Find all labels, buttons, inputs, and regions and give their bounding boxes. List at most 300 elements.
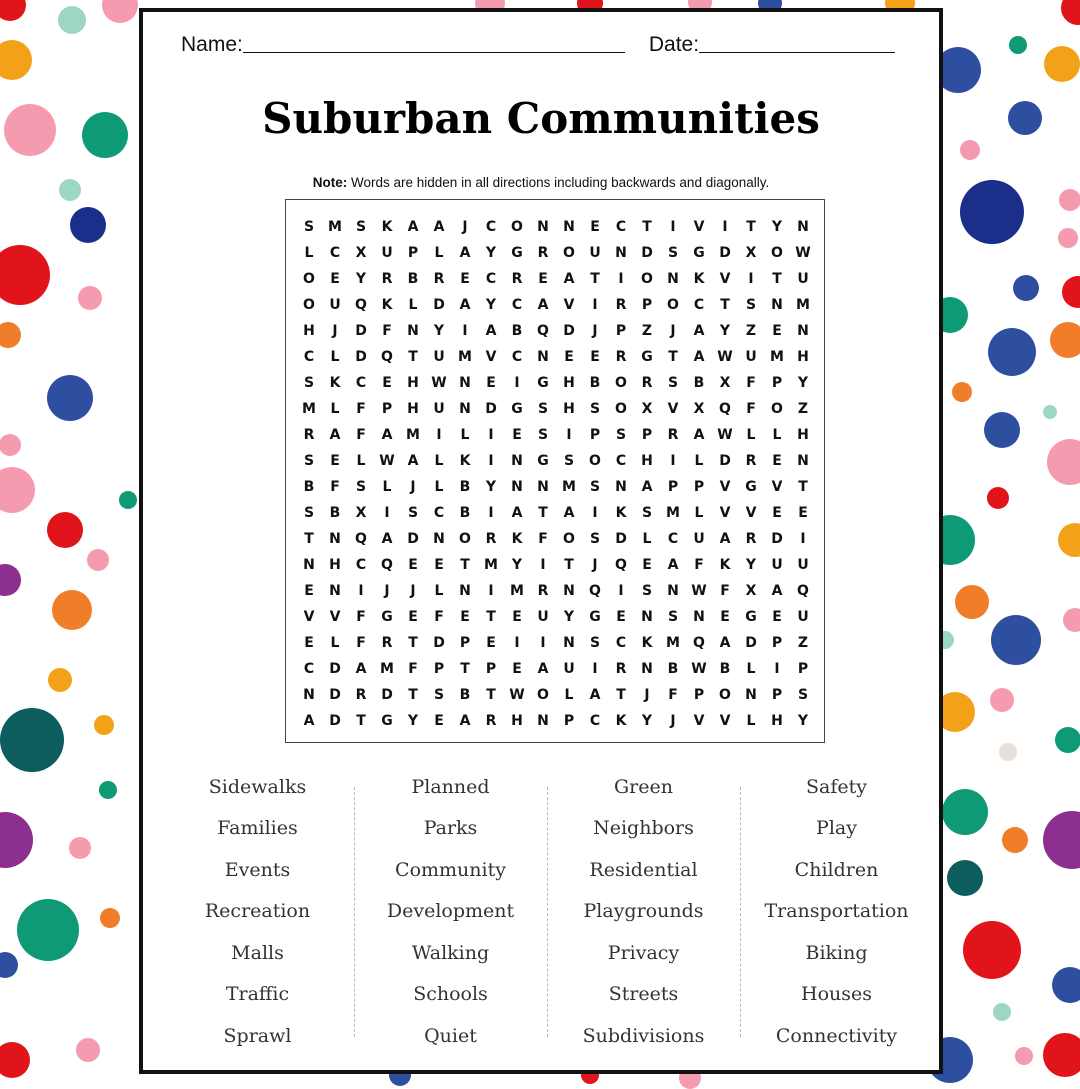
grid-letter[interactable]: G	[745, 609, 757, 625]
grid-letter[interactable]: Y	[485, 245, 497, 261]
grid-letter[interactable]: T	[668, 349, 678, 365]
grid-letter[interactable]: Y	[745, 557, 757, 573]
grid-letter[interactable]: A	[459, 297, 471, 313]
grid-letter[interactable]: L	[746, 713, 756, 729]
grid-letter[interactable]: E	[434, 713, 444, 729]
grid-letter[interactable]: N	[303, 557, 315, 573]
grid-letter[interactable]: C	[355, 557, 367, 573]
grid-letter[interactable]: L	[460, 427, 470, 443]
grid-letter[interactable]: Q	[381, 557, 393, 573]
grid-letter[interactable]: N	[667, 583, 679, 599]
grid-letter[interactable]: G	[537, 375, 549, 391]
grid-letter[interactable]: O	[563, 531, 575, 547]
grid-letter[interactable]: C	[303, 349, 315, 365]
grid-letter[interactable]: N	[693, 609, 705, 625]
grid-letter[interactable]: I	[514, 375, 520, 391]
grid-letter[interactable]: T	[772, 271, 782, 287]
grid-letter[interactable]: Q	[381, 349, 393, 365]
grid-letter[interactable]: B	[667, 661, 679, 677]
grid-letter[interactable]: R	[433, 271, 445, 287]
grid-letter[interactable]: F	[746, 401, 756, 417]
grid-letter[interactable]: N	[537, 219, 549, 235]
grid-letter[interactable]: C	[485, 219, 497, 235]
grid-letter[interactable]: S	[589, 479, 601, 495]
grid-letter[interactable]: Q	[355, 531, 367, 547]
grid-letter[interactable]: Q	[693, 635, 705, 651]
grid-letter[interactable]: E	[616, 609, 626, 625]
grid-letter[interactable]: Y	[355, 271, 367, 287]
grid-letter[interactable]: W	[717, 349, 733, 365]
grid-letter[interactable]: I	[566, 427, 572, 443]
grid-letter[interactable]: J	[384, 583, 390, 599]
grid-letter[interactable]: Y	[563, 609, 575, 625]
grid-letter[interactable]: S	[563, 453, 575, 469]
grid-letter[interactable]: M	[380, 661, 394, 677]
grid-letter[interactable]: X	[719, 375, 731, 391]
grid-letter[interactable]: A	[433, 219, 445, 235]
grid-letter[interactable]: C	[511, 297, 523, 313]
grid-letter[interactable]: I	[488, 427, 494, 443]
grid-letter[interactable]: E	[564, 349, 574, 365]
grid-letter[interactable]: N	[433, 531, 445, 547]
grid-letter[interactable]: S	[537, 427, 549, 443]
grid-letter[interactable]: R	[745, 453, 757, 469]
grid-letter[interactable]: E	[720, 609, 730, 625]
grid-letter[interactable]: A	[719, 635, 731, 651]
grid-letter[interactable]: B	[459, 687, 471, 703]
grid-letter[interactable]: A	[459, 245, 471, 261]
grid-letter[interactable]: L	[356, 453, 366, 469]
grid-letter[interactable]: G	[537, 453, 549, 469]
grid-letter[interactable]: L	[408, 297, 418, 313]
grid-letter[interactable]: G	[381, 609, 393, 625]
grid-letter[interactable]: N	[615, 245, 627, 261]
grid-letter[interactable]: E	[330, 271, 340, 287]
grid-letter[interactable]: D	[745, 635, 757, 651]
grid-letter[interactable]: O	[771, 245, 783, 261]
grid-letter[interactable]: W	[431, 375, 447, 391]
grid-letter[interactable]: K	[719, 557, 731, 573]
grid-letter[interactable]: G	[693, 245, 705, 261]
grid-letter[interactable]: W	[379, 453, 395, 469]
grid-letter[interactable]: H	[563, 375, 575, 391]
grid-letter[interactable]: F	[746, 375, 756, 391]
grid-letter[interactable]: T	[408, 635, 418, 651]
grid-letter[interactable]: F	[694, 557, 704, 573]
grid-letter[interactable]: M	[458, 349, 472, 365]
grid-letter[interactable]: M	[328, 219, 342, 235]
grid-letter[interactable]: G	[641, 349, 653, 365]
grid-letter[interactable]: V	[719, 505, 731, 521]
grid-letter[interactable]: F	[356, 609, 366, 625]
grid-letter[interactable]: R	[537, 583, 549, 599]
grid-letter[interactable]: U	[797, 609, 809, 625]
grid-letter[interactable]: L	[746, 661, 756, 677]
grid-letter[interactable]: S	[303, 453, 315, 469]
grid-letter[interactable]: E	[590, 219, 600, 235]
grid-letter[interactable]: R	[485, 531, 497, 547]
grid-letter[interactable]: T	[616, 687, 626, 703]
grid-letter[interactable]: T	[486, 687, 496, 703]
grid-letter[interactable]: V	[563, 297, 575, 313]
grid-letter[interactable]: L	[434, 479, 444, 495]
grid-letter[interactable]: S	[615, 427, 627, 443]
grid-letter[interactable]: U	[433, 401, 445, 417]
grid-letter[interactable]: N	[615, 479, 627, 495]
grid-letter[interactable]: A	[563, 271, 575, 287]
grid-letter[interactable]: N	[745, 687, 757, 703]
grid-letter[interactable]: J	[410, 583, 416, 599]
grid-letter[interactable]: I	[488, 453, 494, 469]
grid-letter[interactable]: N	[303, 687, 315, 703]
grid-letter[interactable]: P	[589, 427, 601, 443]
grid-letter[interactable]: I	[800, 531, 806, 547]
grid-letter[interactable]: P	[693, 687, 705, 703]
grid-letter[interactable]: I	[618, 583, 624, 599]
grid-letter[interactable]: P	[641, 297, 653, 313]
grid-letter[interactable]: O	[719, 687, 731, 703]
grid-letter[interactable]: C	[615, 635, 627, 651]
grid-letter[interactable]: B	[303, 479, 315, 495]
grid-letter[interactable]: T	[720, 297, 730, 313]
grid-letter[interactable]: S	[303, 219, 315, 235]
grid-letter[interactable]: M	[406, 427, 420, 443]
grid-letter[interactable]: L	[746, 427, 756, 443]
grid-letter[interactable]: G	[381, 713, 393, 729]
grid-letter[interactable]: C	[303, 661, 315, 677]
grid-letter[interactable]: P	[771, 687, 783, 703]
grid-letter[interactable]: D	[563, 323, 575, 339]
grid-letter[interactable]: O	[459, 531, 471, 547]
grid-letter[interactable]: W	[691, 583, 707, 599]
grid-letter[interactable]: U	[381, 245, 393, 261]
grid-letter[interactable]: H	[771, 713, 783, 729]
grid-letter[interactable]: E	[460, 271, 470, 287]
grid-letter[interactable]: A	[459, 713, 471, 729]
grid-letter[interactable]: N	[563, 583, 575, 599]
grid-letter[interactable]: T	[746, 219, 756, 235]
grid-letter[interactable]: R	[615, 661, 627, 677]
grid-letter[interactable]: B	[719, 661, 731, 677]
grid-letter[interactable]: S	[355, 479, 367, 495]
grid-letter[interactable]: S	[433, 687, 445, 703]
grid-letter[interactable]: A	[563, 505, 575, 521]
grid-letter[interactable]: N	[459, 583, 471, 599]
grid-letter[interactable]: U	[433, 349, 445, 365]
grid-letter[interactable]: E	[642, 557, 652, 573]
grid-letter[interactable]: R	[615, 297, 627, 313]
grid-letter[interactable]: N	[511, 453, 523, 469]
grid-letter[interactable]: F	[434, 609, 444, 625]
grid-letter[interactable]: V	[719, 479, 731, 495]
grid-letter[interactable]: T	[408, 349, 418, 365]
grid-letter[interactable]: D	[719, 453, 731, 469]
grid-letter[interactable]: K	[615, 713, 627, 729]
grid-letter[interactable]: F	[330, 479, 340, 495]
grid-letter[interactable]: C	[355, 375, 367, 391]
grid-letter[interactable]: H	[797, 427, 809, 443]
grid-letter[interactable]: X	[693, 401, 705, 417]
grid-letter[interactable]: O	[771, 401, 783, 417]
grid-letter[interactable]: E	[772, 453, 782, 469]
grid-letter[interactable]: A	[693, 427, 705, 443]
grid-letter[interactable]: E	[460, 609, 470, 625]
grid-letter[interactable]: Q	[537, 323, 549, 339]
grid-letter[interactable]: D	[615, 531, 627, 547]
grid-letter[interactable]: H	[641, 453, 653, 469]
grid-letter[interactable]: I	[670, 453, 676, 469]
grid-letter[interactable]: N	[537, 349, 549, 365]
grid-letter[interactable]: D	[771, 531, 783, 547]
grid-letter[interactable]: V	[303, 609, 315, 625]
grid-letter[interactable]: M	[770, 349, 784, 365]
grid-letter[interactable]: U	[563, 661, 575, 677]
grid-letter[interactable]: B	[459, 505, 471, 521]
grid-letter[interactable]: A	[537, 661, 549, 677]
grid-letter[interactable]: C	[511, 349, 523, 365]
grid-letter[interactable]: I	[592, 297, 598, 313]
grid-letter[interactable]: E	[590, 349, 600, 365]
grid-letter[interactable]: I	[488, 583, 494, 599]
grid-letter[interactable]: I	[540, 635, 546, 651]
grid-letter[interactable]: T	[642, 219, 652, 235]
grid-letter[interactable]: H	[511, 713, 523, 729]
grid-letter[interactable]: T	[486, 609, 496, 625]
grid-letter[interactable]: W	[717, 427, 733, 443]
grid-letter[interactable]: F	[668, 687, 678, 703]
grid-letter[interactable]: V	[719, 271, 731, 287]
grid-letter[interactable]: U	[745, 349, 757, 365]
grid-letter[interactable]: U	[537, 609, 549, 625]
grid-letter[interactable]: S	[537, 401, 549, 417]
grid-letter[interactable]: Y	[511, 557, 523, 573]
grid-letter[interactable]: I	[774, 661, 780, 677]
grid-letter[interactable]: Q	[615, 557, 627, 573]
grid-letter[interactable]: B	[511, 323, 523, 339]
grid-letter[interactable]: I	[384, 505, 390, 521]
grid-letter[interactable]: N	[329, 531, 341, 547]
grid-letter[interactable]: D	[485, 401, 497, 417]
grid-letter[interactable]: A	[511, 505, 523, 521]
grid-letter[interactable]: Z	[745, 323, 757, 339]
grid-letter[interactable]: C	[667, 531, 679, 547]
grid-letter[interactable]: I	[592, 505, 598, 521]
grid-letter[interactable]: Y	[797, 713, 809, 729]
date-line[interactable]	[699, 32, 895, 53]
grid-letter[interactable]: L	[434, 453, 444, 469]
grid-letter[interactable]: Y	[771, 219, 783, 235]
grid-letter[interactable]: J	[592, 557, 598, 573]
grid-letter[interactable]: C	[589, 713, 601, 729]
grid-letter[interactable]: N	[459, 401, 471, 417]
grid-letter[interactable]: N	[563, 219, 575, 235]
grid-letter[interactable]: G	[589, 609, 601, 625]
grid-letter[interactable]: T	[460, 557, 470, 573]
grid-letter[interactable]: N	[459, 375, 471, 391]
grid-letter[interactable]: Q	[797, 583, 809, 599]
grid-letter[interactable]: V	[693, 713, 705, 729]
grid-letter[interactable]: F	[356, 427, 366, 443]
grid-letter[interactable]: C	[615, 453, 627, 469]
grid-letter[interactable]: N	[537, 713, 549, 729]
grid-letter[interactable]: J	[410, 479, 416, 495]
grid-letter[interactable]: R	[745, 531, 757, 547]
grid-letter[interactable]: X	[745, 245, 757, 261]
grid-letter[interactable]: M	[510, 583, 524, 599]
grid-letter[interactable]: N	[797, 453, 809, 469]
grid-letter[interactable]: G	[511, 401, 523, 417]
grid-letter[interactable]: P	[563, 713, 575, 729]
grid-letter[interactable]: A	[407, 453, 419, 469]
grid-letter[interactable]: T	[356, 713, 366, 729]
grid-letter[interactable]: Z	[797, 635, 809, 651]
grid-letter[interactable]: N	[797, 323, 809, 339]
grid-letter[interactable]: E	[486, 635, 496, 651]
grid-letter[interactable]: M	[302, 401, 316, 417]
grid-letter[interactable]: I	[462, 323, 468, 339]
grid-letter[interactable]: S	[355, 219, 367, 235]
grid-letter[interactable]: R	[381, 635, 393, 651]
grid-letter[interactable]: A	[303, 713, 315, 729]
grid-letter[interactable]: S	[303, 375, 315, 391]
grid-letter[interactable]: L	[330, 401, 340, 417]
grid-letter[interactable]: V	[745, 505, 757, 521]
grid-letter[interactable]: K	[381, 219, 393, 235]
grid-letter[interactable]: S	[303, 505, 315, 521]
grid-letter[interactable]: E	[772, 505, 782, 521]
grid-letter[interactable]: S	[641, 505, 653, 521]
grid-letter[interactable]: L	[434, 245, 444, 261]
grid-letter[interactable]: E	[382, 375, 392, 391]
grid-letter[interactable]: A	[667, 557, 679, 573]
grid-letter[interactable]: A	[329, 427, 341, 443]
grid-letter[interactable]: R	[485, 713, 497, 729]
grid-letter[interactable]: J	[592, 323, 598, 339]
grid-letter[interactable]: X	[355, 505, 367, 521]
grid-letter[interactable]: E	[408, 609, 418, 625]
grid-letter[interactable]: O	[641, 271, 653, 287]
grid-letter[interactable]: F	[356, 635, 366, 651]
grid-letter[interactable]: L	[330, 349, 340, 365]
grid-letter[interactable]: P	[459, 635, 471, 651]
grid-letter[interactable]: N	[641, 609, 653, 625]
grid-letter[interactable]: O	[667, 297, 679, 313]
grid-letter[interactable]: U	[797, 271, 809, 287]
grid-letter[interactable]: I	[358, 583, 364, 599]
grid-letter[interactable]: S	[589, 401, 601, 417]
grid-letter[interactable]: Y	[797, 375, 809, 391]
grid-letter[interactable]: E	[304, 583, 314, 599]
grid-letter[interactable]: I	[670, 219, 676, 235]
grid-letter[interactable]: I	[540, 557, 546, 573]
grid-letter[interactable]: O	[511, 219, 523, 235]
grid-letter[interactable]: B	[459, 479, 471, 495]
grid-letter[interactable]: P	[771, 635, 783, 651]
grid-letter[interactable]: K	[459, 453, 471, 469]
grid-letter[interactable]: A	[693, 349, 705, 365]
grid-letter[interactable]: M	[666, 505, 680, 521]
grid-letter[interactable]: T	[304, 531, 314, 547]
grid-letter[interactable]: U	[589, 245, 601, 261]
grid-letter[interactable]: F	[408, 661, 418, 677]
grid-letter[interactable]: I	[592, 661, 598, 677]
grid-letter[interactable]: Y	[485, 479, 497, 495]
grid-letter[interactable]: H	[303, 323, 315, 339]
grid-letter[interactable]: V	[329, 609, 341, 625]
grid-letter[interactable]: L	[564, 687, 574, 703]
grid-letter[interactable]: V	[485, 349, 497, 365]
grid-letter[interactable]: Q	[719, 401, 731, 417]
grid-letter[interactable]: S	[407, 505, 419, 521]
grid-letter[interactable]: N	[563, 635, 575, 651]
grid-letter[interactable]: K	[381, 297, 393, 313]
grid-letter[interactable]: I	[514, 635, 520, 651]
grid-letter[interactable]: E	[512, 609, 522, 625]
grid-letter[interactable]: M	[562, 479, 576, 495]
grid-letter[interactable]: A	[355, 661, 367, 677]
grid-letter[interactable]: S	[745, 297, 757, 313]
grid-letter[interactable]: O	[537, 687, 549, 703]
grid-letter[interactable]: P	[407, 245, 419, 261]
grid-letter[interactable]: H	[407, 375, 419, 391]
grid-letter[interactable]: X	[355, 245, 367, 261]
grid-letter[interactable]: P	[667, 479, 679, 495]
grid-letter[interactable]: J	[670, 713, 676, 729]
grid-letter[interactable]: Q	[355, 297, 367, 313]
grid-letter[interactable]: A	[641, 479, 653, 495]
grid-letter[interactable]: L	[694, 505, 704, 521]
grid-letter[interactable]: E	[304, 635, 314, 651]
grid-letter[interactable]: U	[329, 297, 341, 313]
grid-letter[interactable]: L	[382, 479, 392, 495]
grid-letter[interactable]: O	[589, 453, 601, 469]
grid-letter[interactable]: M	[484, 557, 498, 573]
grid-letter[interactable]: P	[381, 401, 393, 417]
grid-letter[interactable]: G	[745, 479, 757, 495]
grid-letter[interactable]: T	[460, 661, 470, 677]
grid-letter[interactable]: L	[642, 531, 652, 547]
grid-letter[interactable]: T	[538, 505, 548, 521]
grid-letter[interactable]: B	[589, 375, 601, 391]
grid-letter[interactable]: R	[303, 427, 315, 443]
grid-letter[interactable]: A	[589, 687, 601, 703]
grid-letter[interactable]: K	[511, 531, 523, 547]
grid-letter[interactable]: Y	[485, 297, 497, 313]
grid-letter[interactable]: D	[329, 661, 341, 677]
grid-letter[interactable]: V	[771, 479, 783, 495]
grid-letter[interactable]: F	[356, 401, 366, 417]
grid-letter[interactable]: M	[796, 297, 810, 313]
grid-letter[interactable]: R	[667, 427, 679, 443]
grid-letter[interactable]: N	[641, 661, 653, 677]
grid-letter[interactable]: Y	[407, 713, 419, 729]
grid-letter[interactable]: A	[381, 531, 393, 547]
grid-letter[interactable]: N	[797, 219, 809, 235]
grid-letter[interactable]: H	[797, 349, 809, 365]
grid-letter[interactable]: U	[693, 531, 705, 547]
grid-letter[interactable]: E	[434, 557, 444, 573]
grid-letter[interactable]: L	[304, 245, 314, 261]
grid-letter[interactable]: D	[329, 713, 341, 729]
grid-letter[interactable]: D	[433, 635, 445, 651]
grid-letter[interactable]: S	[641, 583, 653, 599]
grid-letter[interactable]: O	[615, 401, 627, 417]
grid-letter[interactable]: X	[641, 401, 653, 417]
grid-letter[interactable]: A	[719, 531, 731, 547]
grid-letter[interactable]: E	[798, 505, 808, 521]
grid-letter[interactable]: D	[407, 531, 419, 547]
grid-letter[interactable]: Q	[589, 583, 601, 599]
